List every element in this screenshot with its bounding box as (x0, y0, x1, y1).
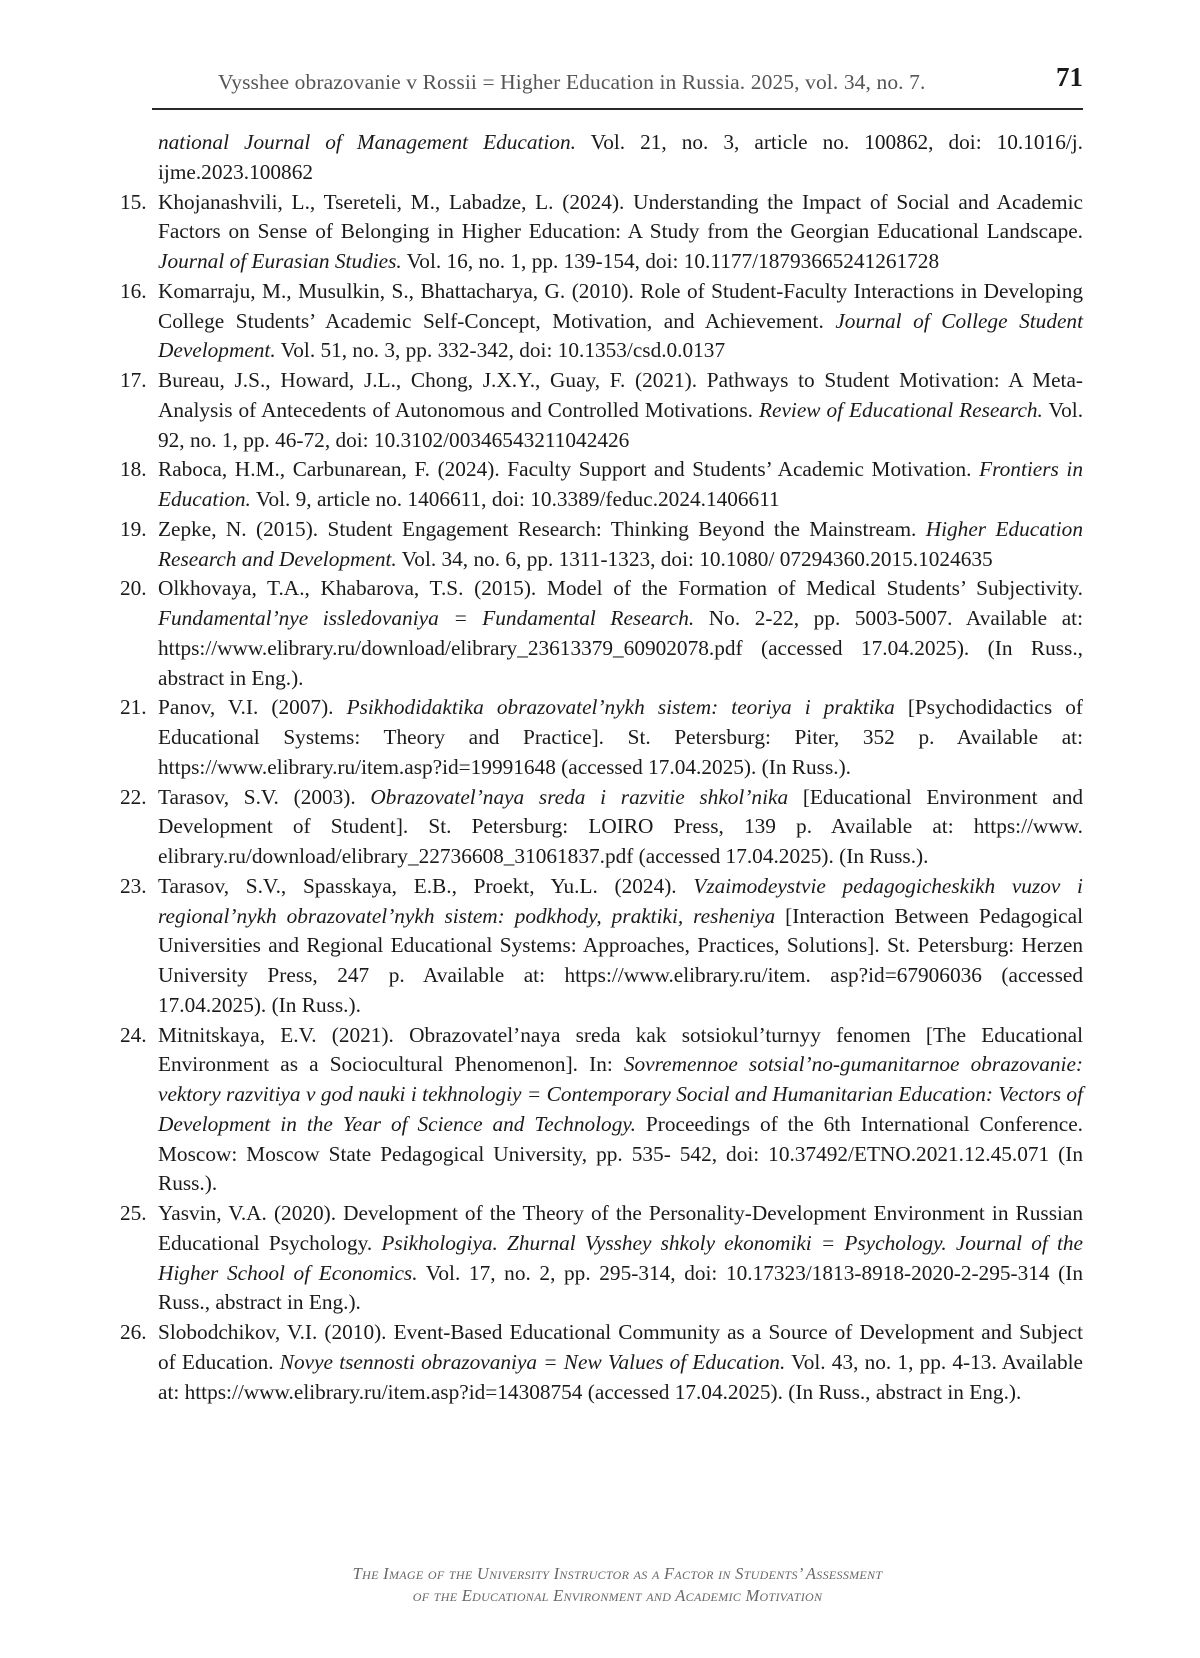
reference-item (120, 783, 1083, 872)
reference-text: No. 2-22, pp. 5003-5007. Available at: https://www.elibrary.ru/download/elibrary_23613379_60902078.pdf (accessed 17.04.2025). (In Russ., abstract in Eng.). (158, 606, 1083, 690)
reference-text: Bureau, J.S., Howard, J.L., Chong, J.X.Y., Guay, F. (2021). Pathways to Student Motivation: A Meta-Analysis of Antecedents of Autonomous and Controlled Motivations. (158, 368, 1083, 422)
reference-number: 17. (120, 368, 147, 392)
running-footer (152, 1563, 1083, 1607)
running-header (152, 52, 1083, 110)
reference-text: Zepke, N. (2015). Student Engagement Research: Thinking Beyond the Mainstream. (158, 516, 926, 541)
reference-text: Vol. 16, no. 1, pp. 139-154, doi: 10.1177/18793665241261728 (401, 249, 940, 273)
reference-text: Mitnitskaya, E.V. (2021). Obrazovatel’naya sreda kak sotsiokul’turnyy fenomen [The Educational Environment as a Sociocultural Phenomenon]. In: (158, 1022, 1083, 1077)
reference-source-title: Review of Educational Research. (758, 397, 1043, 422)
reference-item (120, 1021, 1083, 1200)
reference-item (120, 693, 1083, 782)
reference-source-title: Obrazovatel’naya sreda i razvitie shkol’nika (370, 784, 789, 809)
reference-number: 22. (120, 784, 147, 809)
reference-item (120, 128, 1083, 188)
reference-item (120, 188, 1083, 277)
reference-text: Proceedings of the 6th International Conference. Moscow: Moscow State Pedagogical University, pp. 535- 542, doi: 10.37492/ETNO.2021.12.45.071 (In Russ.). (158, 1111, 1083, 1196)
reference-source-title: Journal of College Student Development. (158, 308, 1083, 363)
reference-text: [Interaction Between Pedagogical Universities and Regional Educational Systems: Approaches, Practices, Solutions]. St. Petersburg: Herzen University Press, 247 p. Available at: https://www.elibrary.ru/item. asp?id=67906036 (accessed 17.04.2025). (In Russ.). (158, 903, 1083, 1017)
reference-item (120, 872, 1083, 1021)
reference-source-title: Frontiers in Education. (158, 457, 1083, 511)
reference-source-title: Journal of Eurasian Studies. (158, 249, 402, 273)
reference-number: 19. (120, 516, 147, 541)
reference-text: Raboca, H.M., Carbunarean, F. (2024). Faculty Support and Students’ Academic Motivation. (158, 457, 980, 482)
reference-item (120, 277, 1083, 366)
reference-text: Komarraju, M., Musulkin, S., Bhattacharya, G. (2010). Role of Student-Faculty Interactions in Developing College Students’ Academic Self-Concept, Motivation, and Achievement. (158, 278, 1083, 333)
reference-source-title: Vzaimodeystvie pedagogicheskikh vuzov i regional’nykh obrazovatel’nykh sistem: podkhody, praktiki, resheniya (158, 873, 1083, 928)
reference-number: 20. (120, 576, 147, 601)
reference-text: Tarasov, S.V. (2003). (158, 784, 371, 809)
reference-text: [Educational Environment and Development of Student]. St. Petersburg: LOIRO Press, 139 p. Available at: https://www. elibrary.ru/download/elibrary_22736608_31061837.pdf (accessed 17.04.2025). (In Russ.). (158, 784, 1083, 868)
reference-number: 16. (120, 278, 147, 303)
reference-number: 18. (120, 457, 147, 482)
reference-text: Tarasov, S.V., Spasskaya, E.B., Proekt, Yu.L. (2024). (158, 873, 694, 898)
reference-text: Khojanashvili, L., Tsereteli, M., Labadze, L. (2024). Understanding the Impact of Social and Academic Factors on Sense of Belonging in Higher Education: A Study from the Georgian Educational Landscape. (158, 189, 1083, 244)
reference-source-title: Psikhodidaktika obrazovatel’nykh sistem: teoriya i praktika (346, 695, 895, 720)
reference-number: 25. (120, 1201, 147, 1225)
reference-text: [Psychodidactics of Educational Systems: Theory and Practice]. St. Petersburg: Piter, 352 p. Available at: https://www.elibrary.ru/item.asp?id=19991648 (accessed 17.04.2025). (In Russ.). (158, 695, 1083, 779)
journal-title: Vysshee obrazovanie v Rossii = Higher Education in Russia. 2025, vol. 34, no. 7. (218, 70, 926, 94)
reference-item (120, 515, 1083, 575)
reference-source-title: Novye tsennosti obrazovaniya = New Values of Education. (279, 1349, 786, 1374)
reference-item (120, 455, 1083, 515)
page-number: 71 (1056, 62, 1083, 92)
reference-text: Vol. 43, no. 1, pp. 4-13. Available at: https://www.elibrary.ru/item.asp?id=14308754 (accessed 17.04.2025). (In Russ., abstract in Eng.). (158, 1349, 1083, 1404)
reference-text: Yasvin, V.A. (2020). Development of the Theory of the Personality-Development Environment in Russian Educational Psychology. (158, 1201, 1083, 1255)
reference-text: Vol. 92, no. 1, pp. 46-72, doi: 10.3102/00346543211042426 (158, 397, 1084, 452)
reference-source-title: Psikhologiya. Zhurnal Vysshey shkoly ekonomiki = Psychology. Journal of the Higher School of Economics. (158, 1230, 1083, 1285)
reference-item (120, 574, 1083, 693)
reference-number: 23. (120, 873, 147, 898)
footer-line-1: The Image of the University Instructor as a Factor in Students’ Assessment (352, 1564, 883, 1583)
reference-number: 21. (120, 695, 147, 720)
reference-list (120, 128, 1083, 1407)
reference-text: Vol. 21, no. 3, article no. 100862, doi: 10.1016/j. ijme.2023.100862 (158, 130, 1084, 184)
reference-source-title: national Journal of Management Education. (158, 130, 576, 154)
reference-text: Vol. 34, no. 6, pp. 1311-1323, doi: 10.1080/ 07294360.2015.1024635 (396, 546, 993, 571)
reference-item (120, 1199, 1083, 1318)
reference-number: 15. (120, 189, 147, 214)
reference-text: Vol. 9, article no. 1406611, doi: 10.3389/feduc.2024.1406611 (250, 487, 780, 511)
reference-source-title: Sovremennoe sotsial’no-gumanitarnoe obrazovanie: vektory razvitiya v god nauki i tekhnologiy = Contemporary Social and Humanitarian Education: Vectors of Development in the Year of Science and Technology. (158, 1052, 1083, 1136)
reference-number: 26. (120, 1320, 147, 1344)
reference-source-title: Fundamental’nye issledovaniya = Fundamental Research. (158, 606, 695, 630)
reference-text: Olkhovaya, T.A., Khabarova, T.S. (2015). Model of the Formation of Medical Students’ Subjectivity. (158, 576, 1083, 601)
reference-text: Slobodchikov, V.I. (2010). Event-Based Educational Community as a Source of Development and Subject of Education. (158, 1320, 1083, 1374)
reference-item (120, 366, 1083, 455)
footer-line-2: of the Educational Environment and Academic Motivation (412, 1586, 823, 1605)
reference-number: 24. (120, 1022, 147, 1047)
reference-text: Vol. 17, no. 2, pp. 295-314, doi: 10.17323/1813-8918-2020-2-295-314 (In Russ., abstract in Eng.). (158, 1260, 1083, 1315)
reference-source-title: Higher Education Research and Development. (158, 516, 1083, 571)
reference-item (120, 1318, 1083, 1407)
reference-text: Panov, V.I. (2007). (158, 695, 347, 720)
reference-text: Vol. 51, no. 3, pp. 332-342, doi: 10.1353/csd.0.0137 (275, 338, 726, 363)
